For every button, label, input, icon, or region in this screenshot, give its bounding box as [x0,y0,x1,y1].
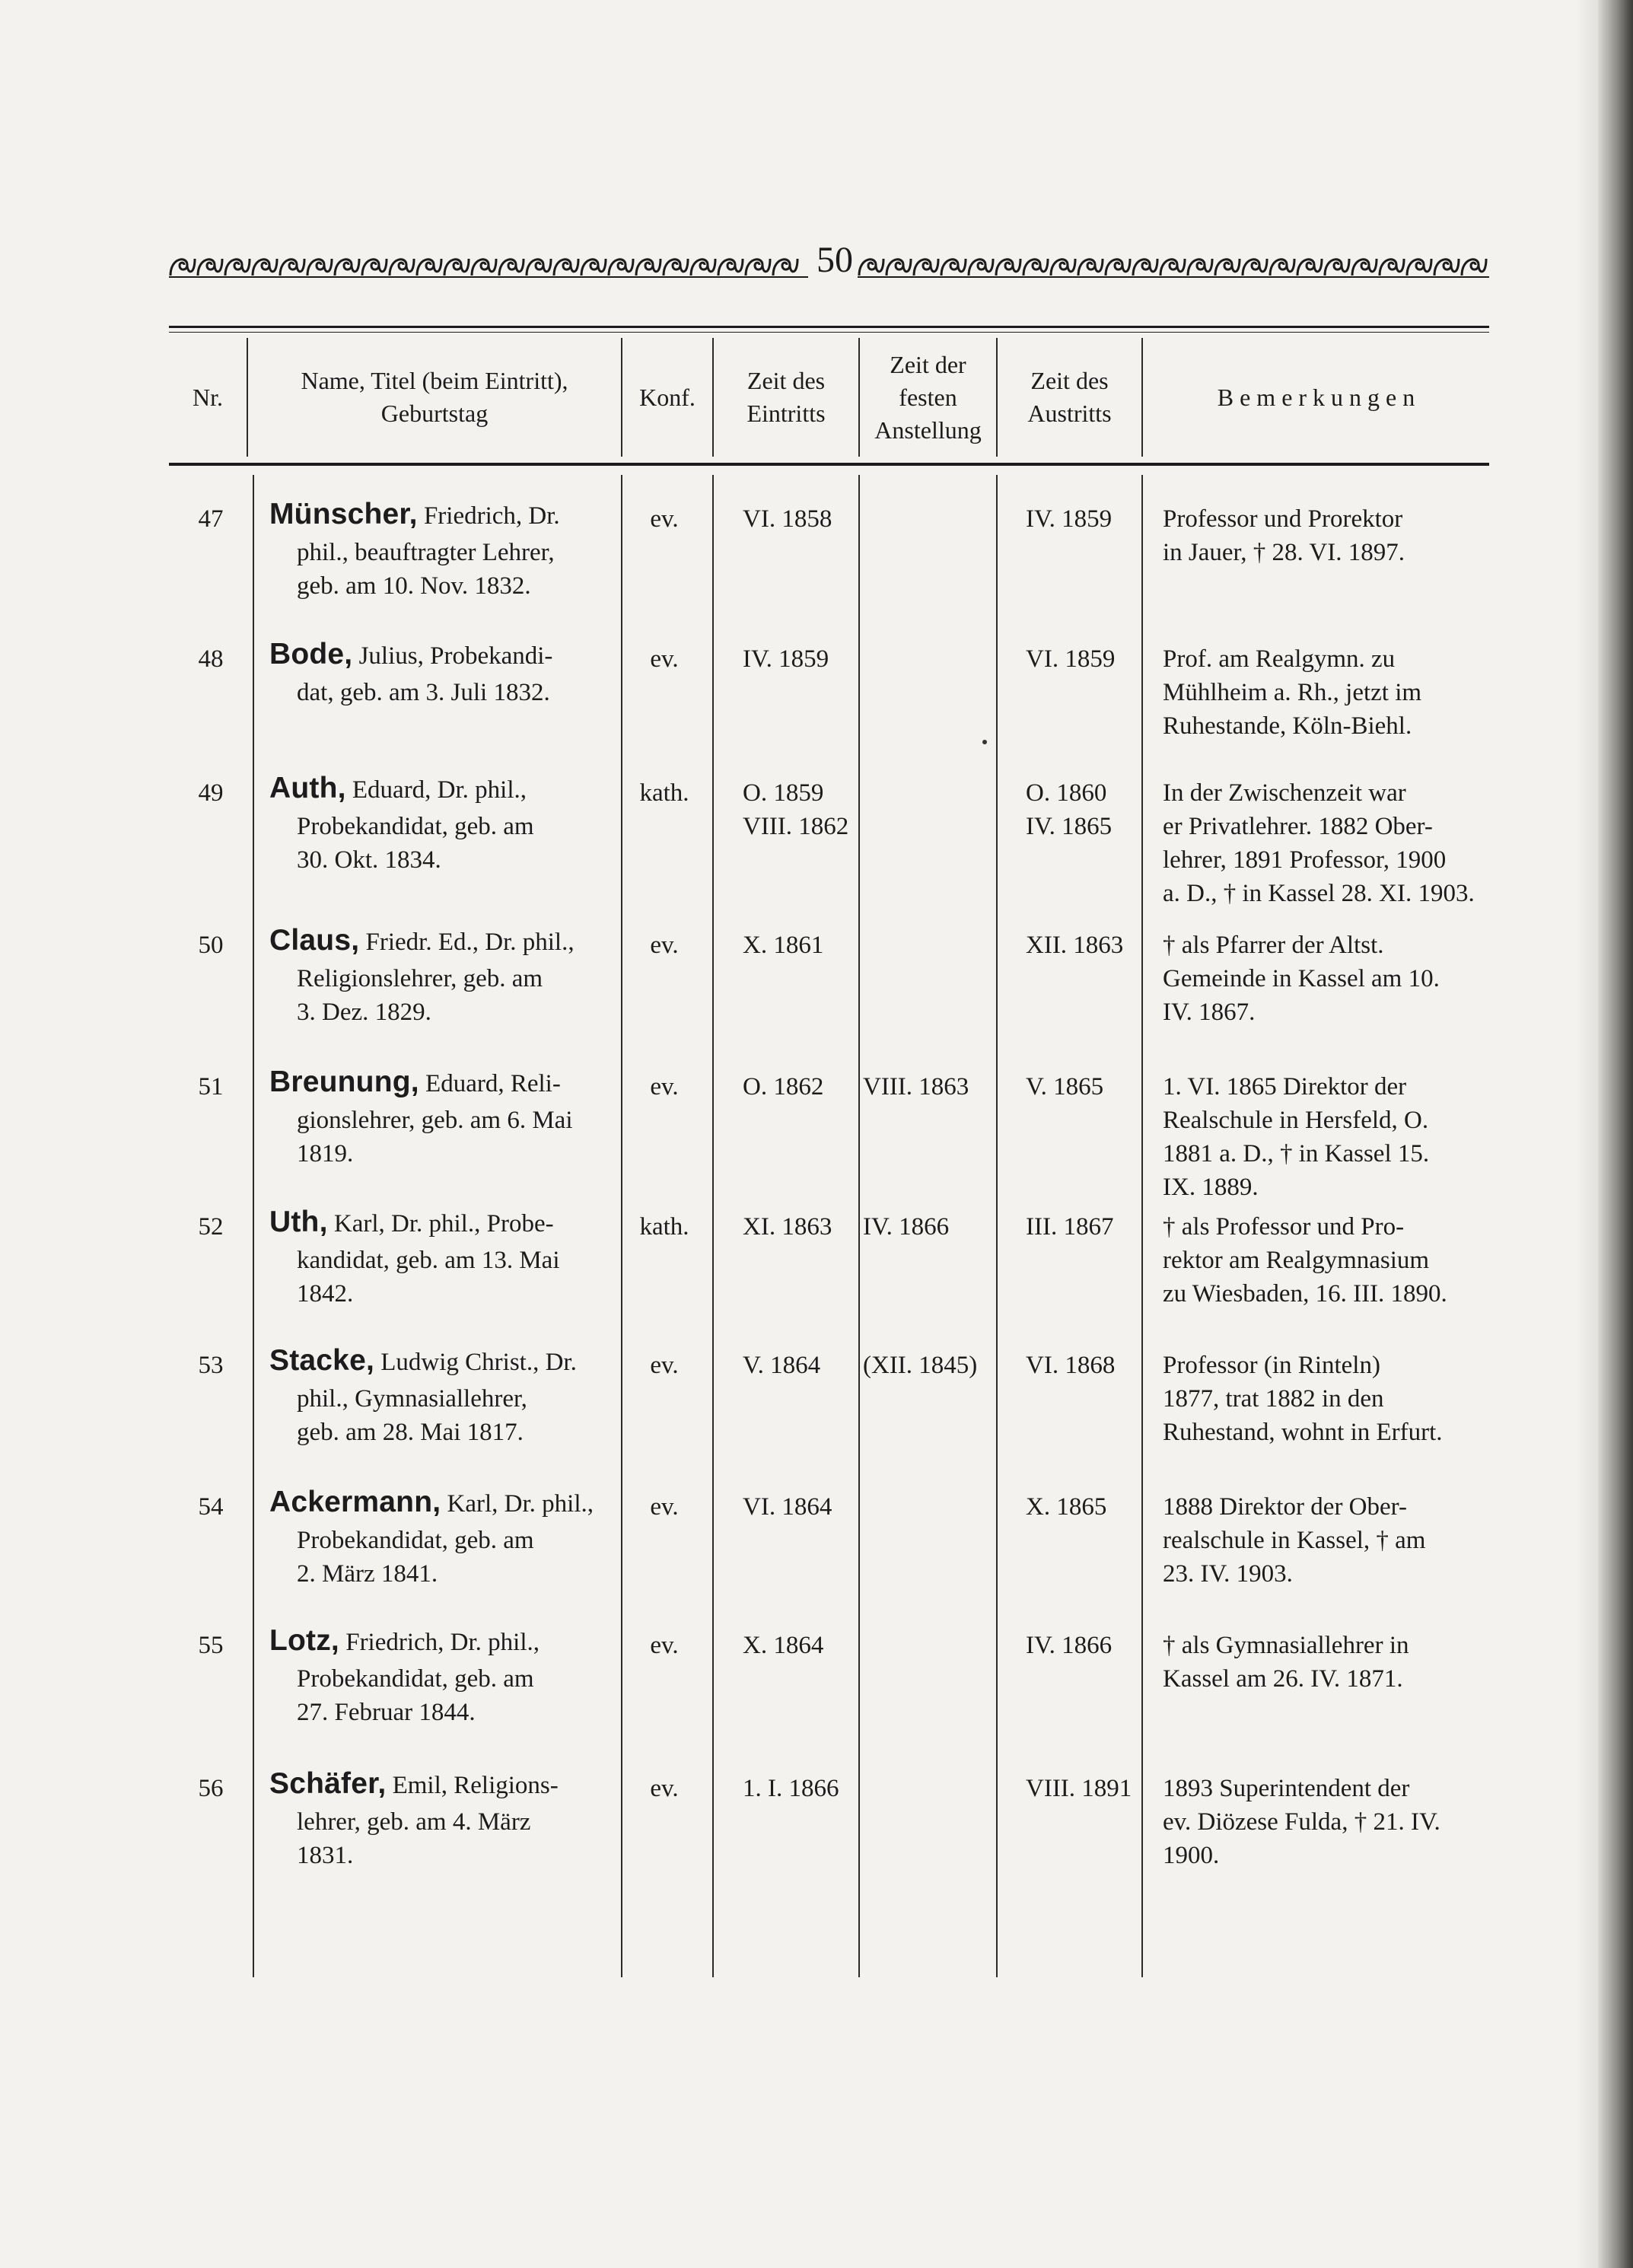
entry-name-line: lehrer, geb. am 4. März [297,1808,531,1836]
scan-speck [982,740,987,744]
column-divider [858,475,860,1977]
entry-bemerkung-line: zu Wiesbaden, 16. III. 1890. [1163,1280,1447,1308]
header-austritt-line: Zeit des [1030,367,1109,394]
entry-surname: Schäfer, [269,1767,387,1800]
entry-name-line: 1831. [297,1842,354,1869]
entry-name-rest: Eduard, Dr. phil., [345,776,527,804]
entry-bemerkung-line: 1881 a. D., † in Kassel 15. [1163,1140,1430,1167]
entry-bemerkung-line: Professor und Prorektor [1163,505,1403,533]
entry-name-line: gionslehrer, geb. am 6. Mai [297,1107,573,1134]
entry-number: 49 [198,779,224,807]
entry-name-rest: Karl, Dr. phil., [441,1490,594,1518]
header-bemerkungen [1143,338,1489,457]
entry-eintritt: X. 1861 [743,932,824,959]
entry-austritt: VI. 1868 [1026,1352,1116,1379]
page-number: 50 [816,240,853,280]
entry-bemerkung-line: realschule in Kassel, † am [1163,1527,1426,1554]
header-eintritt [714,338,858,457]
entry-eintritt: VI. 1858 [743,505,832,533]
entry-eintritt: V. 1864 [743,1352,821,1379]
entry-bemerkung-line: In der Zwischenzeit war [1163,779,1406,807]
entry-konfession: ev. [650,505,679,533]
entry-eintritt: VIII. 1862 [743,813,849,840]
entry-bemerkung-line: † als Pfarrer der Altst. [1163,932,1384,959]
entry-bemerkung-line: 1893 Superintendent der [1163,1775,1410,1802]
entry-austritt: VI. 1859 [1026,645,1116,673]
entry-bemerkung-line: 1900. [1163,1842,1220,1869]
entry-name-rest: Eduard, Reli- [419,1070,561,1097]
page-header [169,237,1489,283]
entry-austritt: V. 1865 [1026,1073,1104,1101]
entry-name-line [269,638,552,673]
entry-surname: Breunung, [269,1066,419,1098]
table-top-rule-thin [169,332,1489,333]
header-austritt [998,338,1141,457]
header-austritt-line: Austritts [1027,400,1112,427]
entry-number: 53 [198,1352,224,1379]
entry-name-line [269,1206,554,1241]
entry-bemerkung-line: † als Professor und Pro- [1163,1213,1405,1241]
entry-eintritt: X. 1864 [743,1632,824,1659]
entry-bemerkung-line: IV. 1867. [1163,999,1256,1026]
entry-name-line: 3. Dez. 1829. [297,999,431,1026]
header-anstellung-line: Zeit der [890,350,966,378]
entry-eintritt: IV. 1859 [743,645,829,673]
entry-name-rest: Friedrich, Dr. phil., [339,1629,540,1656]
entry-bemerkung-line: rektor am Realgymnasium [1163,1247,1430,1274]
entry-name-line: 27. Februar 1844. [297,1699,476,1726]
entry-konfession: ev. [650,1632,679,1659]
entry-name-line: Probekandidat, geb. am [297,1527,534,1554]
entry-konfession: ev. [650,1352,679,1379]
entry-name-line: 1842. [297,1280,354,1308]
column-divider [1141,475,1143,1977]
entry-eintritt: 1. I. 1866 [743,1775,839,1802]
header-anstellung [860,338,996,457]
entry-austritt: IV. 1866 [1026,1632,1113,1659]
entry-austritt: XII. 1863 [1026,932,1124,959]
entry-austritt: IV. 1859 [1026,505,1113,533]
entry-austritt: O. 1860 [1026,779,1107,807]
entry-surname: Bode, [269,638,353,671]
entry-bemerkung-line: † als Gymnasiallehrer in [1163,1632,1409,1659]
header-eintritt-line: Zeit des [746,367,826,394]
header-eintritt-line: Eintritts [746,400,826,427]
entry-surname: Münscher, [269,498,418,530]
entry-name-line: phil., beauftragter Lehrer, [297,539,555,566]
header-nr [169,338,247,457]
entry-eintritt: VI. 1864 [743,1493,832,1521]
entry-name-line: 30. Okt. 1834. [297,846,441,874]
entry-bemerkung-line: 23. IV. 1903. [1163,1560,1293,1588]
header-nr-label: Nr. [193,383,223,411]
entry-name-line: Probekandidat, geb. am [297,813,534,840]
entry-eintritt: O. 1859 [743,779,824,807]
header-bemerkungen-label: B e m e r k u n g e n [1217,383,1415,411]
entry-bemerkung-line: Ruhestand, wohnt in Erfurt. [1163,1419,1443,1446]
entry-bemerkung-line: ev. Diözese Fulda, † 21. IV. [1163,1808,1440,1836]
entry-name-line [269,1344,577,1379]
header-name [248,338,621,457]
entry-austritt: IV. 1865 [1026,813,1113,840]
page-edge [1598,0,1633,2268]
entry-bemerkung-line: a. D., † in Kassel 28. XI. 1903. [1163,880,1475,907]
ornament-border-right [858,253,1489,279]
entry-name-line: dat, geb. am 3. Juli 1832. [297,679,550,706]
entry-name-rest: Friedrich, Dr. [417,502,560,530]
entry-bemerkung-line: in Jauer, † 28. VI. 1897. [1163,539,1405,566]
entry-name-rest: Emil, Religions- [386,1772,559,1799]
entry-konfession: kath. [639,1213,689,1241]
entry-name-line [269,1486,594,1521]
header-name-line: Geburtstag [380,400,489,427]
entry-name-line [269,1767,559,1802]
entry-name-line [269,1624,540,1659]
header-anstellung-line: Anstellung [874,416,982,444]
entry-name-line: geb. am 10. Nov. 1832. [297,572,531,600]
entry-konfession: ev. [650,1775,679,1802]
entry-bemerkung-line: Gemeinde in Kassel am 10. [1163,965,1440,992]
header-anstellung-line: festen [899,383,957,411]
entry-bemerkung-line: 1. VI. 1865 Direktor der [1163,1073,1407,1101]
entry-name-line: Religionslehrer, geb. am [297,965,543,992]
entry-konfession: ev. [650,1493,679,1521]
entry-konfession: ev. [650,645,679,673]
entry-bemerkung-line: IX. 1889. [1163,1174,1259,1201]
entry-number: 54 [198,1493,224,1521]
entry-number: 55 [198,1632,224,1659]
entry-name-line: 1819. [297,1140,354,1167]
entry-konfession: ev. [650,932,679,959]
entry-anstellung: (XII. 1845) [863,1352,978,1379]
entry-bemerkung-line: Professor (in Rinteln) [1163,1352,1380,1379]
entry-surname: Auth, [269,772,346,804]
entry-number: 50 [198,932,224,959]
entry-bemerkung-line: Kassel am 26. IV. 1871. [1163,1665,1403,1693]
entry-number: 52 [198,1213,224,1241]
entry-number: 51 [198,1073,224,1101]
entry-surname: Uth, [269,1206,328,1238]
entry-surname: Claus, [269,924,360,957]
entry-bemerkung-line: er Privatlehrer. 1882 Ober- [1163,813,1433,840]
entry-name-line [269,1066,561,1101]
entry-number: 56 [198,1775,224,1802]
column-divider [996,475,998,1977]
entry-number: 47 [198,505,224,533]
entry-bemerkung-line: 1888 Direktor der Ober- [1163,1493,1407,1521]
header-bottom-rule [169,463,1489,466]
entry-name-line: kandidat, geb. am 13. Mai [297,1247,560,1274]
entry-eintritt: O. 1862 [743,1073,824,1101]
entry-name-line: phil., Gymnasiallehrer, [297,1385,527,1413]
entry-name-line [269,498,560,533]
entry-eintritt: XI. 1863 [743,1213,832,1241]
entry-bemerkung-line: Mühlheim a. Rh., jetzt im [1163,679,1422,706]
entry-surname: Ackermann, [269,1486,441,1518]
entry-name-line: geb. am 28. Mai 1817. [297,1419,524,1446]
header-name-line: Name, Titel (beim Eintritt), [301,367,568,394]
entry-anstellung: VIII. 1863 [863,1073,969,1101]
entry-name-rest: Friedr. Ed., Dr. phil., [359,929,575,956]
page-gutter-shadow [1575,0,1598,2268]
entry-bemerkung-line: lehrer, 1891 Professor, 1900 [1163,846,1447,874]
entry-bemerkung-line: Realschule in Hersfeld, O. [1163,1107,1429,1134]
entry-name-line [269,924,575,959]
header-konf [622,338,712,457]
entry-surname: Stacke, [269,1344,374,1377]
entry-konfession: kath. [639,779,689,807]
entry-surname: Lotz, [269,1624,339,1657]
register-table [169,326,1489,2000]
entry-bemerkung-line: Prof. am Realgymn. zu [1163,645,1396,673]
entry-austritt: X. 1865 [1026,1493,1107,1521]
header-konf-label: Konf. [639,383,696,411]
entry-name-line: Probekandidat, geb. am [297,1665,534,1693]
entry-name-rest: Ludwig Christ., Dr. [374,1349,577,1376]
entry-austritt: III. 1867 [1026,1213,1114,1241]
entry-number: 48 [198,645,224,673]
entry-bemerkung-line: Ruhestande, Köln-Biehl. [1163,712,1412,740]
entry-austritt: VIII. 1891 [1026,1775,1132,1802]
entry-konfession: ev. [650,1073,679,1101]
entry-bemerkung-line: 1877, trat 1882 in den [1163,1385,1384,1413]
entry-name-rest: Karl, Dr. phil., Probe- [327,1210,554,1238]
table-top-rule [169,326,1489,328]
ornament-border-left [169,253,808,279]
column-divider [253,475,254,1977]
entry-name-rest: Julius, Probekandi- [352,642,553,670]
entry-anstellung: IV. 1866 [863,1213,950,1241]
entry-name-line [269,772,527,807]
entry-name-line: 2. März 1841. [297,1560,438,1588]
